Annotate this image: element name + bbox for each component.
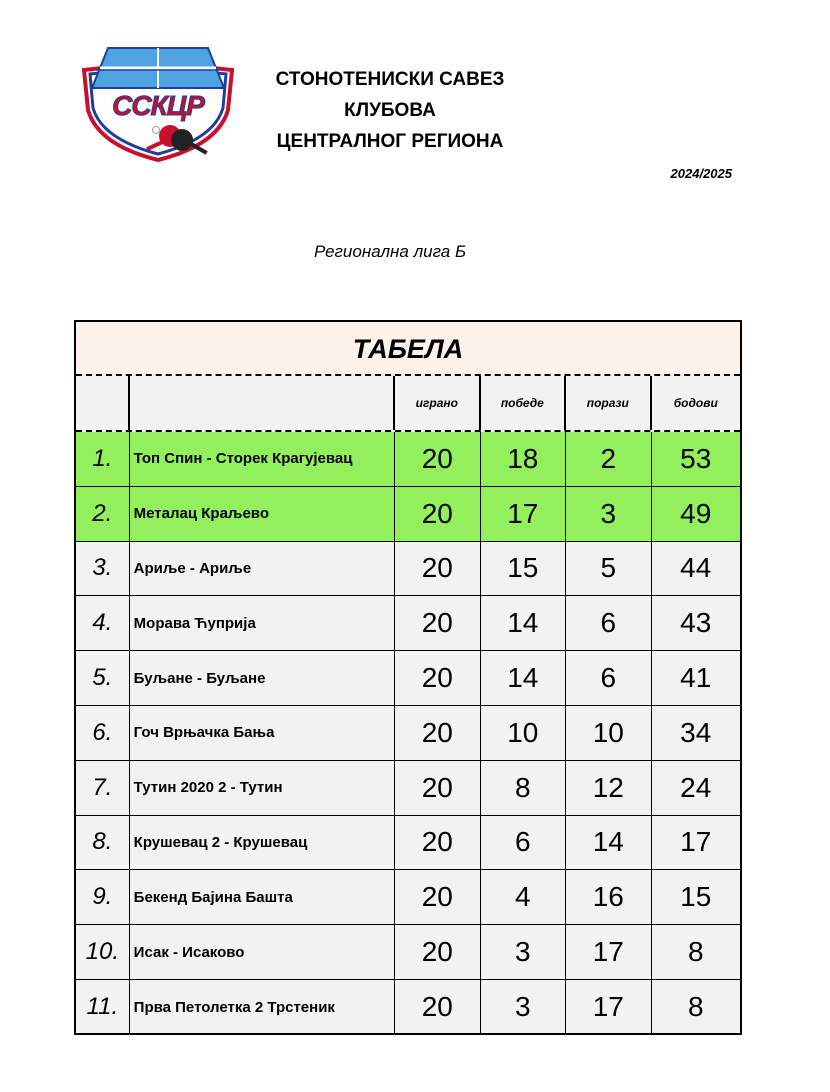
team-cell: Тутин 2020 2 - Тутин [130, 761, 395, 815]
table-row [76, 706, 740, 761]
losses-cell: 16 [566, 870, 651, 924]
played-cell: 20 [395, 925, 480, 979]
team-cell: Морава Ћуприја [130, 596, 395, 650]
wins-cell: 17 [481, 487, 566, 541]
table-row [76, 816, 740, 871]
losses-cell: 17 [566, 925, 651, 979]
team-cell: Металац Краљево [130, 487, 395, 541]
federation-logo [78, 40, 238, 165]
losses-cell: 2 [566, 432, 651, 486]
wins-cell: 18 [481, 432, 566, 486]
points-cell: 43 [680, 607, 712, 639]
header-points: бодови [673, 396, 718, 410]
org-line-1: СТОНОТЕНИСКИ САВЕЗ [275, 69, 505, 90]
rank-cell: 6. [76, 706, 130, 760]
organization-name [235, 64, 545, 157]
losses-cell: 10 [566, 706, 651, 760]
rank-cell: 10. [76, 925, 130, 979]
team-cell: Ариље - Ариље [130, 542, 395, 596]
rank-cell: 7. [76, 761, 130, 815]
rank-cell: 11. [76, 980, 130, 1035]
losses-cell: 17 [566, 980, 651, 1035]
header-rank [76, 376, 130, 430]
season-label: 2024/2025 [670, 166, 732, 181]
rank-cell: 5. [76, 651, 130, 705]
played-cell: 20 [395, 596, 480, 650]
losses-cell: 12 [566, 761, 651, 815]
table-row [76, 432, 740, 487]
rank-cell: 8. [76, 816, 130, 870]
org-line-2: КЛУБОВА [344, 100, 436, 121]
org-line-3: ЦЕНТРАЛНОГ РЕГИОНА [276, 131, 504, 152]
team-cell: Крушевац 2 - Крушевац [130, 816, 395, 870]
wins-cell: 8 [481, 761, 566, 815]
table-row [76, 596, 740, 651]
team-cell: Топ Спин - Сторек Крагујевац [130, 432, 395, 486]
wins-cell: 14 [481, 596, 566, 650]
wins-cell: 3 [481, 980, 566, 1035]
table-row [76, 870, 740, 925]
points-cell: 17 [680, 826, 712, 858]
points-cell: 34 [680, 716, 712, 748]
played-cell: 20 [395, 980, 480, 1035]
header-played: играно [395, 376, 480, 430]
points-cell: 53 [680, 442, 712, 474]
points-cell: 44 [680, 552, 712, 584]
played-cell: 20 [395, 651, 480, 705]
wins-cell: 3 [481, 925, 566, 979]
rank-cell: 1. [76, 432, 130, 486]
table-row [76, 542, 740, 597]
played-cell: 20 [395, 870, 480, 924]
team-cell: Прва Петолетка 2 Трстеник [130, 980, 395, 1035]
header-losses: порази [566, 376, 651, 430]
logo-text: ССКЦР [112, 90, 204, 121]
table-row [76, 651, 740, 706]
rank-cell: 2. [76, 487, 130, 541]
rank-cell: 9. [76, 870, 130, 924]
table-header-row [76, 376, 740, 432]
wins-cell: 14 [481, 651, 566, 705]
team-cell: Буљане - Буљане [130, 651, 395, 705]
wins-cell: 15 [481, 542, 566, 596]
wins-cell: 6 [481, 816, 566, 870]
rank-cell: 3. [76, 542, 130, 596]
header-wins: победе [481, 376, 566, 430]
played-cell: 20 [395, 761, 480, 815]
points-cell: 49 [680, 497, 712, 529]
played-cell: 20 [395, 542, 480, 596]
points-cell: 15 [680, 881, 712, 913]
points-cell: 8 [687, 936, 704, 968]
table-title: ТАБЕЛА [76, 322, 740, 376]
points-cell: 8 [687, 991, 704, 1023]
played-cell: 20 [395, 706, 480, 760]
wins-cell: 10 [481, 706, 566, 760]
points-cell: 41 [680, 662, 712, 694]
losses-cell: 5 [566, 542, 651, 596]
losses-cell: 6 [566, 596, 651, 650]
played-cell: 20 [395, 487, 480, 541]
rank-cell: 4. [76, 596, 130, 650]
team-cell: Бекенд Бајина Башта [130, 870, 395, 924]
header-team [130, 376, 395, 430]
team-cell: Исак - Исаково [130, 925, 395, 979]
league-title: Регионална лига Б [313, 242, 467, 261]
table-row [76, 487, 740, 542]
table-row [76, 925, 740, 980]
losses-cell: 3 [566, 487, 651, 541]
table-row [76, 761, 740, 816]
standings-table [74, 320, 742, 1035]
losses-cell: 14 [566, 816, 651, 870]
played-cell: 20 [395, 816, 480, 870]
table-row [76, 980, 740, 1035]
team-cell: Гоч Врњачка Бања [130, 706, 395, 760]
wins-cell: 4 [481, 870, 566, 924]
points-cell: 24 [680, 771, 712, 803]
losses-cell: 6 [566, 651, 651, 705]
played-cell: 20 [395, 432, 480, 486]
